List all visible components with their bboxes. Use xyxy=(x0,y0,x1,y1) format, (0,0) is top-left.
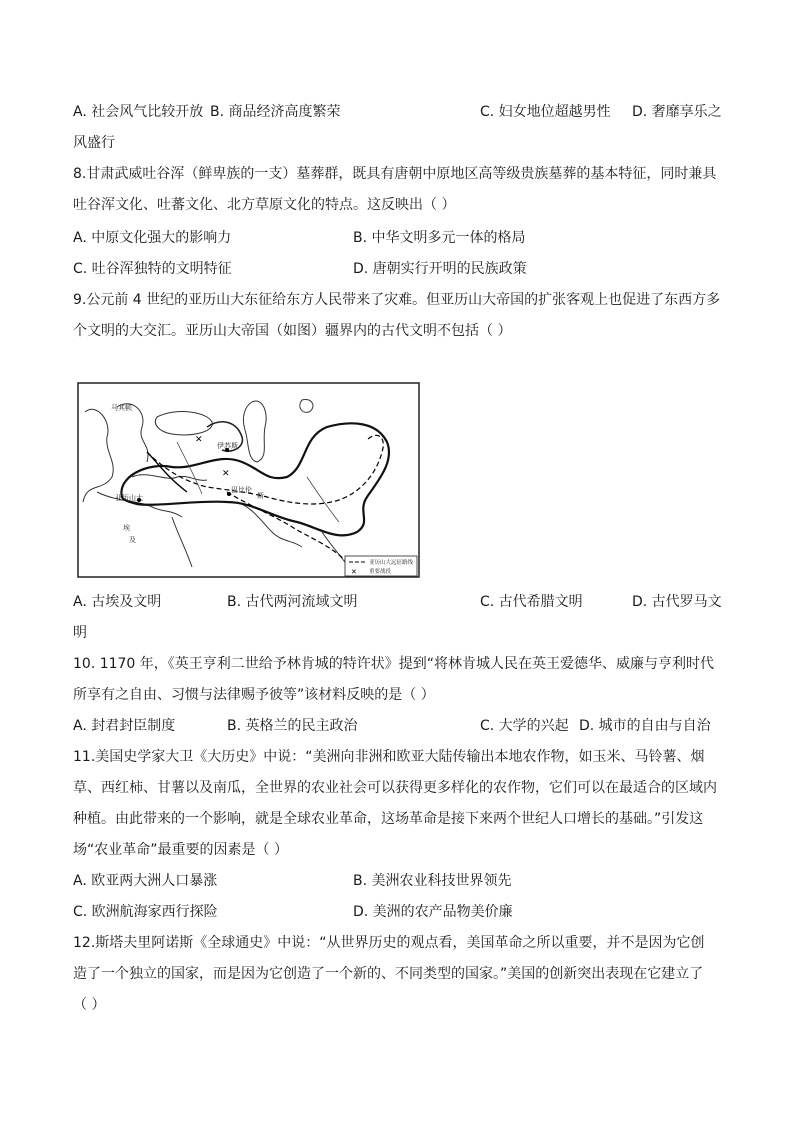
q7-option-b: B. 商品经济高度繁荣 xyxy=(210,104,341,120)
q9-stem-line-2: 个文明的大交汇。亚历山大帝国（如图）疆界内的古代文明不包括（ ） xyxy=(73,323,512,339)
q10-option-c: C. 大学的兴起 xyxy=(480,718,569,734)
svg-text:马其顿: 马其顿 xyxy=(111,404,132,412)
q12-stem-line-3: （ ） xyxy=(73,997,106,1013)
q8-option-d: D. 唐朝实行开明的民族政策 xyxy=(353,261,527,277)
alexander-empire-map xyxy=(77,382,420,578)
q11-option-a: A. 欧亚两大洲人口暴涨 xyxy=(73,873,218,889)
q11-stem-line-2: 草、西红柿、甘薯以及南瓜，全世界的农业社会可以获得更多样化的农作物，它们可以在最适合的区域内 xyxy=(73,780,717,796)
svg-text:伊苏斯: 伊苏斯 xyxy=(217,442,238,450)
q10-option-b: B. 英格兰的民主政治 xyxy=(227,718,358,734)
q10-stem-line-1: 10. 1170 年，《英王亨利二世给予林肯城的特许状》提到“将林肯城人民在英王爱德华、威廉与亨利时代 xyxy=(73,656,715,672)
svg-text:亚历山大远征路线: 亚历山大远征路线 xyxy=(369,560,414,566)
q11-option-b: B. 美洲农业科技世界领先 xyxy=(353,873,512,889)
q8-option-c: C. 吐谷浑独特的文明特征 xyxy=(73,261,232,277)
q11-option-c: C. 欧洲航海家西行探险 xyxy=(73,904,218,920)
q11-stem-line-1: 11.美国史学家大卫《大历史》中说：“美洲向非洲和欧亚大陆传输出本地农作物，如玉米、马铃薯、烟 xyxy=(73,749,705,765)
q7-option-d: D. 奢靡享乐之 xyxy=(632,104,722,120)
q12-stem-line-2: 造了一个独立的国家，而是因为它创造了一个新的、不同类型的国家。”美国的创新突出表现在它建立了 xyxy=(73,966,704,982)
svg-text:重要战役: 重要战役 xyxy=(369,569,392,575)
svg-text:埃: 埃 xyxy=(123,524,130,532)
q11-option-d: D. 美洲的农产品物美价廉 xyxy=(353,904,513,920)
svg-text:斯: 斯 xyxy=(257,492,264,500)
q10-stem-line-2: 所享有之自由、习惯与法律赐予彼等”该材料反映的是（ ） xyxy=(73,687,435,703)
svg-text:亚历山大: 亚历山大 xyxy=(115,494,143,502)
q8-option-a: A. 中原文化强大的影响力 xyxy=(73,230,232,246)
q8-stem-line-2: 吐谷浑文化、吐蕃文化、北方草原文化的特点。这反映出（ ） xyxy=(73,197,456,213)
svg-text:✕: ✕ xyxy=(222,469,230,479)
q9-option-a: A. 古埃及文明 xyxy=(73,594,162,610)
q8-stem-line-1: 8.甘肃武威吐谷浑（鲜卑族的一支）墓葬群，既具有唐朝中原地区高等级贵族墓葬的基本特征，同时兼具 xyxy=(73,166,717,182)
q7-option-c: C. 妇女地位超越男性 xyxy=(480,104,611,120)
q7-option-d-wrap: 风盛行 xyxy=(73,135,115,151)
q9-option-b: B. 古代两河流域文明 xyxy=(227,594,358,610)
svg-text:✕: ✕ xyxy=(351,568,357,576)
q12-stem-line-1: 12.斯塔夫里阿诺斯《全球通史》中说：“从世界历史的观点看，美国革命之所以重要，并不是因为它创 xyxy=(73,935,705,951)
q11-stem-line-3: 种植。由此带来的一个影响，就是全球农业革命，这场革命是接下来两个世纪人口增长的基础。”引发这 xyxy=(73,811,704,827)
q9-option-d-wrap: 明 xyxy=(73,625,87,641)
q11-stem-line-4: 场“农业革命”最重要的因素是（ ） xyxy=(73,842,288,858)
q9-stem-line-1: 9.公元前 4 世纪的亚历山大东征给东方人民带来了灾难。但亚历山大帝国的扩张客观上也促进了东西方多 xyxy=(73,292,721,308)
q7-option-a: A. 社会风气比较开放 xyxy=(73,104,204,120)
q8-option-b: B. 中华文明多元一体的格局 xyxy=(353,230,526,246)
svg-text:及: 及 xyxy=(129,536,136,544)
q9-option-d: D. 古代罗马文 xyxy=(632,594,722,610)
q10-option-d: D. 城市的自由与自治 xyxy=(579,718,711,734)
q9-option-c: C. 古代希腊文明 xyxy=(480,594,583,610)
svg-text:✕: ✕ xyxy=(195,435,203,445)
q10-option-a: A. 封君封臣制度 xyxy=(73,718,176,734)
svg-text:巴比伦: 巴比伦 xyxy=(231,486,252,494)
